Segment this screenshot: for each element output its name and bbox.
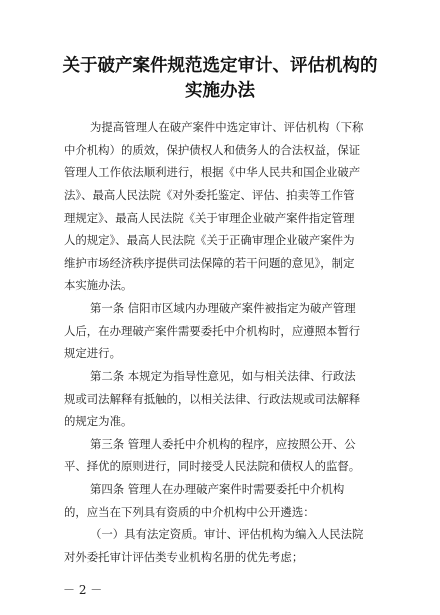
article-2-line-2: 规或司法解释有抵触的，以相关法律、行政法规或司法解释	[64, 392, 361, 406]
article-1-line-2: 人后，在办理破产案件需要委托中介机构时，应遵照本暂行	[64, 324, 361, 338]
body-line-3: 管理人工作依法顺利进行，根据《中华人民共和国企业破产	[64, 165, 361, 179]
article-2-line-1: 第二条 本规定为指导性意见，如与相关法律、行政法	[90, 369, 356, 383]
body-line-7: 维护市场经济秩序提供司法保障的若干问题的意见》，制定	[64, 256, 355, 270]
body-line-4: 法》、最高人民法院《对外委托鉴定、评估、拍卖等工作管	[64, 188, 355, 202]
item-1-line-2: 对外委托审计评估类专业机构名册的优先考虑；	[64, 550, 304, 564]
article-1-line-1: 第一条 信阳市区域内办理破产案件被指定为破产管理	[90, 301, 356, 315]
article-2-line-3: 的规定为准。	[64, 414, 133, 428]
document-title-line-2: 实施办法	[185, 81, 255, 101]
page-number: － 2 －	[63, 583, 103, 597]
article-1-line-3: 规定进行。	[64, 346, 121, 360]
body-line-6: 人的规定》、最高人民法院《关于正确审理企业破产案件为	[64, 233, 355, 247]
item-1-line-1: （一）具有法定资质。审计、评估机构为编入人民法院	[90, 527, 364, 541]
document-title-line-1: 关于破产案件规范选定审计、评估机构的	[62, 56, 378, 76]
body-line-2: 中介机构）的质效，保护债权人和债务人的合法权益，保证	[64, 143, 361, 157]
body-line-5: 理规定》、最高人民法院《关于审理企业破产案件指定管理	[64, 211, 355, 225]
article-4-line-1: 第四条 管理人在办理破产案件时需要委托中介机构	[90, 482, 345, 496]
article-3-line-2: 平、择优的原则进行，同时接受人民法院和债权人的监督。	[64, 459, 361, 473]
body-line-8: 本实施办法。	[64, 278, 133, 292]
article-4-line-2: 的，应当在下列具有资质的中介机构中公开遴选：	[64, 505, 315, 519]
body-line-1: 为提高管理人在破产案件中选定审计、评估机构（下称	[90, 120, 364, 134]
article-3-line-1: 第三条 管理人委托中介机构的程序，应按照公开、公	[90, 437, 356, 451]
